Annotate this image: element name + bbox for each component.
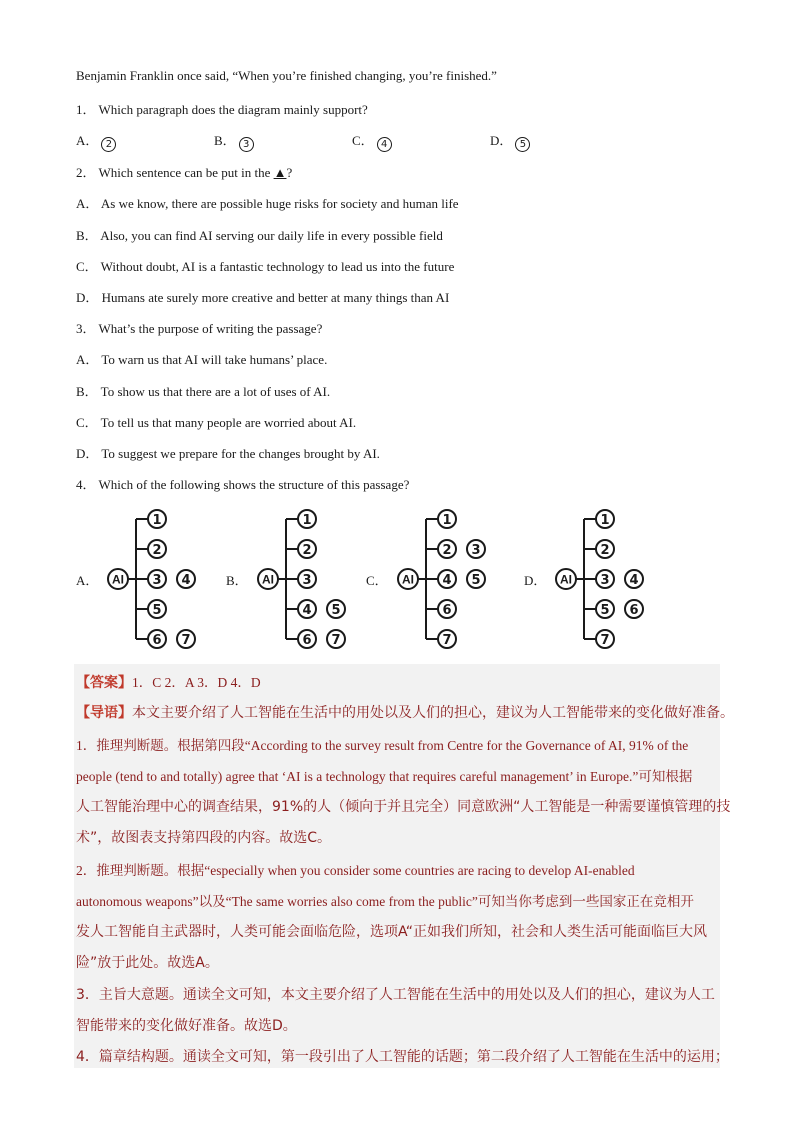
question-3-stem: 3． What’s the purpose of writing the passage? [76,321,323,336]
tree-diagram [226,506,366,656]
q3-option-c[interactable]: C． To tell us that many people are worried about AI. [76,415,357,430]
tree-diagram [366,506,506,656]
explanation-line: autonomous weapons”以及“The same worries also come from the public”可知当你考虑到一些国家正在竞相开 [76,894,694,909]
passage-last-line: Benjamin Franklin once said, “When you’re finished changing, you’re finished.” [76,68,497,83]
paragraph-node-number: 2 [302,543,312,558]
paragraph-node-number: 4 [629,573,639,588]
q3-option-b[interactable]: B． To show us that there are a lot of uses of AI. [76,384,331,399]
guide-text: 本文主要介绍了人工智能在生活中的用处以及人们的担心，建议为人工智能带来的变化做好准备。 [132,705,734,721]
answer-text: 1．C 2．A 3．D 4．D [132,675,261,690]
explanation-line: 1．推理判断题。根据第四段“According to the survey result from Centre for the Governance of AI, 91% of the [76,738,689,753]
paragraph-node-number: 7 [181,633,191,648]
answer-line [76,671,261,692]
paragraph-node-number: 5 [152,603,162,618]
guide-line [76,702,734,722]
paragraph-node-number: 5 [600,603,610,618]
circled-number: 3 [239,137,254,152]
q1-option-c[interactable]: C． 4 [352,130,392,152]
q2-option-a[interactable]: A． As we know, there are possible huge risks for society and human life [76,196,459,211]
paragraph-node-number: 1 [152,513,162,528]
explanation-line: 2．推理判断题。根据“especially when you consider some countries are racing to develop AI-enabled [76,863,635,878]
question-1-stem: 1． Which paragraph does the diagram mainly support? [76,102,368,117]
guide-tag: 【导语】 [76,705,132,721]
diagram-option-label: C． [366,573,388,588]
q1-option-d[interactable]: D． 5 [490,130,530,152]
circled-number: 2 [101,137,116,152]
paragraph-node-number: 6 [302,633,312,648]
ai-root-label: AI [112,572,124,587]
explanation-line: 术”，故图表支持第四段的内容。故选C。 [76,830,332,846]
paragraph-node-number: 3 [302,573,312,588]
ai-root-label: AI [402,572,414,587]
paragraph-node-number: 3 [471,543,481,558]
answer-tag: 【答案】 [76,675,132,691]
paragraph-node-number: 3 [152,573,162,588]
diagram-option-label: A． [76,573,99,588]
paragraph-node-number: 6 [442,603,452,618]
paragraph-node-number: 4 [442,573,452,588]
explanation-line: 3．主旨大意题。通读全文可知，本文主要介绍了人工智能在生活中的用处以及人们的担心，建议为人工 [76,987,715,1003]
paragraph-node-number: 2 [152,543,162,558]
paragraph-node-number: 1 [442,513,452,528]
explanation-line: people (tend to and totally) agree that ‘AI is a technology that requires careful management’ in Europe.”可知根据 [76,769,693,784]
explanation-line: 发人工智能自主武器时，人类可能会面临危险，选项A“正如我们所知，社会和人类生活可能面临巨大风 [76,924,708,940]
diagram-option-label: B． [226,573,248,588]
paragraph-node-number: 6 [152,633,162,648]
q1-option-a[interactable]: A． 2 [76,130,116,152]
q3-option-a[interactable]: A． To warn us that AI will take humans’ place. [76,352,328,367]
q2-option-c[interactable]: C． Without doubt, AI is a fantastic technology to lead us into the future [76,259,455,274]
tree-diagram [524,506,664,656]
question-2-stem: 2． Which sentence can be put in the ▲? [76,165,293,180]
ai-root-label: AI [560,572,572,587]
paragraph-node-number: 6 [629,603,639,618]
paragraph-node-number: 4 [181,573,191,588]
paragraph-node-number: 7 [600,633,610,648]
circled-number: 4 [377,137,392,152]
paragraph-node-number: 5 [471,573,481,588]
paragraph-node-number: 2 [600,543,610,558]
explanation-line: 人工智能治理中心的调查结果，91%的人（倾向于并且完全）同意欧洲“人工智能是一种需要谨慎管理的技 [76,799,731,815]
paragraph-node-number: 1 [600,513,610,528]
paragraph-node-number: 3 [600,573,610,588]
paragraph-node-number: 4 [302,603,312,618]
circled-number: 5 [515,137,530,152]
explanation-line: 4．篇章结构题。通读全文可知，第一段引出了人工智能的话题；第二段介绍了人工智能在生活中的运用； [76,1049,729,1065]
tree-diagram [76,506,216,656]
blank-triangle: ▲ [273,165,287,180]
ai-root-label: AI [262,572,274,587]
paragraph-node-number: 7 [331,633,341,648]
paragraph-node-number: 5 [331,603,341,618]
explanation-line: 智能带来的变化做好准备。故选D。 [76,1018,297,1034]
diagram-option-label: D． [524,573,547,588]
paragraph-node-number: 7 [442,633,452,648]
paragraph-node-number: 1 [302,513,312,528]
question-4-stem: 4． Which of the following shows the structure of this passage? [76,477,410,492]
q3-option-d[interactable]: D． To suggest we prepare for the changes brought by AI. [76,446,380,461]
explanation-line: 险”放于此处。故选A。 [76,955,219,971]
q2-option-b[interactable]: B． Also, you can find AI serving our daily life in every possible field [76,228,443,243]
q1-option-b[interactable]: B． 3 [214,130,254,152]
paragraph-node-number: 2 [442,543,452,558]
q2-option-d[interactable]: D． Humans ate surely more creative and better at many things than AI [76,290,450,305]
